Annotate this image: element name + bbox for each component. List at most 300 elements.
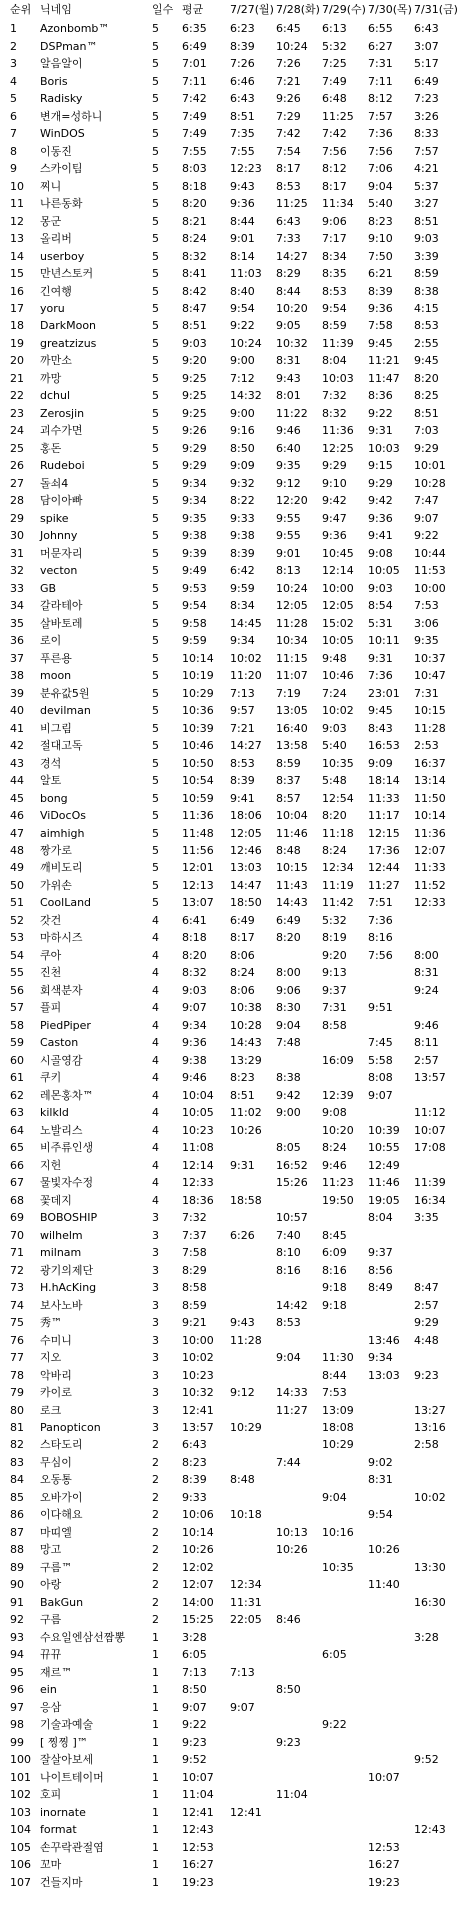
table-row: [0, 405, 462, 422]
value-cell: 8:51: [414, 214, 439, 228]
value-cell: [368, 1821, 414, 1838]
value-cell: 5: [152, 389, 159, 403]
value-cell: 5: [152, 878, 159, 892]
value-cell: 5: [152, 127, 159, 141]
value-cell: 9:10: [368, 232, 393, 246]
value-cell: 10:37: [414, 651, 446, 665]
value-cell: 11:48: [182, 826, 214, 840]
nickname-cell: 플피: [40, 1001, 62, 1015]
value-cell: 6:40: [276, 441, 301, 455]
value-cell: 12:05: [276, 599, 308, 613]
value-cell: 11:08: [182, 1141, 214, 1155]
value-cell: 9:33: [230, 511, 255, 525]
value-cell: 7:50: [368, 249, 393, 263]
value-cell: 4:15: [414, 301, 439, 315]
nickname-cell: H.hAcKing: [40, 1281, 97, 1295]
value-cell: 9:55: [276, 529, 301, 543]
rank-cell: 17: [10, 301, 24, 315]
value-cell: 5: [152, 511, 159, 525]
value-cell: 7:49: [182, 109, 207, 123]
value-cell: 12:13: [182, 878, 214, 892]
value-cell: 13:09: [322, 1403, 354, 1417]
rank-cell: 1: [10, 22, 17, 36]
value-cell: 2: [152, 1473, 159, 1487]
value-cell: [368, 1803, 414, 1820]
value-cell: 3: [152, 1316, 159, 1330]
value-cell: 6:05: [322, 1648, 347, 1662]
value-cell: 1: [152, 1840, 159, 1854]
value-cell: 8:54: [368, 599, 393, 613]
value-cell: 9:05: [276, 319, 301, 333]
table-row: [0, 1699, 462, 1716]
table-row: [0, 1401, 462, 1418]
nickname-cell: 물빛자수정: [40, 1176, 94, 1190]
value-cell: 2:57: [414, 1053, 439, 1067]
value-cell: 18:14: [368, 774, 400, 788]
value-cell: 8:24: [322, 844, 347, 857]
value-cell: 10:29: [322, 1438, 354, 1452]
value-cell: 13:30: [414, 1560, 446, 1574]
value-cell: [322, 1856, 368, 1873]
nickname-cell: Radisky: [40, 92, 83, 106]
table-row: [0, 1646, 462, 1663]
value-cell: 5: [152, 634, 159, 648]
value-cell: 3:27: [414, 197, 439, 211]
nickname-cell: 수요일엔삼선짬뽕: [40, 1630, 126, 1644]
value-cell: [230, 1524, 276, 1541]
value-cell: 9:04: [322, 1490, 347, 1504]
value-cell: [368, 1629, 414, 1646]
value-cell: 10:16: [322, 1525, 354, 1539]
rank-cell: 32: [10, 564, 24, 578]
value-cell: 8:01: [276, 389, 301, 403]
value-cell: [230, 1873, 276, 1890]
rank-cell: 49: [10, 861, 24, 875]
value-cell: 8:18: [182, 931, 207, 945]
nickname-cell: 절대고독: [40, 739, 83, 753]
value-cell: [230, 1821, 276, 1838]
table-row: [0, 719, 462, 736]
value-cell: 1: [152, 1875, 159, 1889]
value-cell: 5: [152, 92, 159, 106]
value-cell: 10:20: [276, 301, 308, 315]
value-cell: [368, 1594, 414, 1611]
value-cell: 5: [152, 844, 159, 857]
value-cell: 7:25: [322, 57, 347, 71]
value-cell: [276, 1331, 322, 1348]
value-cell: 12:14: [322, 564, 354, 578]
nickname-cell: 비그림: [40, 721, 72, 735]
value-cell: 9:07: [414, 511, 439, 525]
value-cell: 3: [152, 1351, 159, 1365]
value-cell: 12:46: [230, 844, 262, 857]
value-cell: 14:43: [230, 1036, 262, 1050]
table-row: [0, 649, 462, 666]
value-cell: 5: [152, 22, 159, 36]
nickname-cell: dchul: [40, 389, 71, 403]
value-cell: 8:32: [182, 249, 207, 263]
value-cell: 11:56: [182, 844, 214, 857]
value-cell: 11:25: [322, 109, 354, 123]
rank-cell: 39: [10, 686, 24, 700]
value-cell: 8:53: [414, 319, 439, 333]
value-cell: 16:30: [414, 1595, 446, 1609]
value-cell: 11:07: [276, 669, 308, 683]
value-cell: 8:12: [368, 92, 393, 106]
nickname-cell: 응삼: [40, 1700, 62, 1714]
value-cell: 2:58: [414, 1438, 439, 1452]
table-row: [0, 789, 462, 806]
table-row: [0, 632, 462, 649]
rank-cell: 33: [10, 581, 24, 595]
value-cell: 10:00: [322, 581, 354, 595]
table-row: [0, 1873, 462, 1890]
value-cell: 8:23: [230, 1071, 255, 1085]
value-cell: 10:26: [230, 1123, 262, 1137]
value-cell: 13:57: [182, 1420, 214, 1434]
value-cell: 12:25: [322, 441, 354, 455]
rank-cell: 98: [10, 1718, 24, 1732]
rank-cell: 80: [10, 1403, 24, 1417]
nickname-cell: 광기의제단: [40, 1263, 94, 1277]
nickname-cell: GB: [40, 581, 57, 595]
value-cell: 9:03: [368, 581, 393, 595]
value-cell: 7:35: [230, 127, 255, 141]
value-cell: 8:47: [414, 1281, 439, 1295]
value-cell: 10:50: [182, 756, 214, 770]
table-row: [0, 422, 462, 439]
value-cell: 9:20: [322, 948, 347, 962]
table-row: [0, 1838, 462, 1855]
value-cell: 5: [152, 756, 159, 770]
nickname-cell: 기술과예술: [40, 1718, 94, 1732]
nickname-cell: inornate: [40, 1805, 86, 1819]
value-cell: 7:58: [368, 319, 393, 333]
value-cell: 9:32: [230, 476, 255, 490]
value-cell: 6:23: [230, 22, 255, 36]
value-cell: 5: [152, 162, 159, 176]
value-cell: [322, 1471, 368, 1488]
value-cell: 7:21: [276, 74, 301, 88]
table-row: [0, 300, 462, 317]
value-cell: 10:11: [368, 634, 400, 648]
value-cell: [322, 1733, 368, 1750]
value-cell: [276, 1436, 322, 1453]
value-cell: 5: [152, 546, 159, 560]
value-cell: [322, 1803, 368, 1820]
value-cell: 9:07: [368, 1088, 393, 1102]
nickname-cell: 스타도리: [40, 1438, 83, 1452]
rank-cell: 88: [10, 1543, 24, 1557]
value-cell: 5: [152, 424, 159, 438]
value-cell: 11:43: [276, 878, 308, 892]
table-row: [0, 1524, 462, 1541]
table-row: [0, 177, 462, 194]
table-row: [0, 684, 462, 701]
value-cell: 8:51: [230, 109, 255, 123]
value-cell: 3: [152, 1298, 159, 1312]
rank-cell: 10: [10, 179, 24, 193]
value-cell: [414, 1156, 462, 1173]
value-cell: 15:25: [182, 1613, 214, 1627]
value-cell: 9:07: [182, 1001, 207, 1015]
value-cell: 5: [152, 791, 159, 805]
table-row: [0, 37, 462, 54]
nickname-cell: 찌니: [40, 179, 62, 193]
rank-cell: 79: [10, 1386, 24, 1400]
rank-cell: 7: [10, 127, 17, 141]
value-cell: 7:29: [276, 109, 301, 123]
table-row: [0, 580, 462, 597]
nickname-cell: DSPman™: [40, 39, 98, 53]
value-cell: 6:45: [276, 22, 301, 36]
value-cell: 4: [152, 1071, 159, 1085]
value-cell: 11:17: [368, 809, 400, 823]
value-cell: [414, 1576, 462, 1593]
table-row: [0, 440, 462, 457]
value-cell: 9:01: [230, 232, 255, 246]
value-cell: 8:44: [230, 214, 255, 228]
value-cell: [230, 1454, 276, 1471]
column-header: 7/30(목): [368, 3, 412, 16]
rank-cell: 12: [10, 214, 24, 228]
table-row: [0, 1576, 462, 1593]
value-cell: 1: [152, 1753, 159, 1767]
table-row: [0, 964, 462, 981]
rank-cell: 73: [10, 1281, 24, 1295]
value-cell: 9:34: [230, 634, 255, 648]
value-cell: [414, 1471, 462, 1488]
value-cell: 9:46: [182, 1071, 207, 1085]
nickname-cell: aimhigh: [40, 826, 85, 840]
value-cell: 7:11: [182, 74, 207, 88]
value-cell: 4: [152, 1018, 159, 1032]
value-cell: 8:44: [276, 284, 301, 298]
value-cell: 6:55: [368, 22, 393, 36]
value-cell: 9:18: [322, 1281, 347, 1295]
rank-cell: 86: [10, 1508, 24, 1522]
value-cell: 5: [152, 284, 159, 298]
rank-cell: 23: [10, 406, 24, 420]
value-cell: 13:57: [414, 1071, 446, 1085]
value-cell: [230, 1174, 276, 1191]
value-cell: 8:41: [182, 267, 207, 281]
table-body: [0, 20, 462, 1891]
nickname-cell: 악바리: [40, 1368, 72, 1382]
value-cell: 5:32: [322, 39, 347, 53]
table-row: [0, 1664, 462, 1681]
value-cell: 7:13: [182, 1665, 207, 1679]
value-cell: 3: [152, 1386, 159, 1400]
value-cell: 11:22: [276, 406, 308, 420]
value-cell: 8:16: [368, 931, 393, 945]
value-cell: 9:25: [182, 406, 207, 420]
value-cell: 8:17: [322, 179, 347, 193]
value-cell: 10:44: [414, 546, 446, 560]
value-cell: 2: [152, 1543, 159, 1557]
value-cell: 14:27: [230, 739, 262, 753]
table-row: [0, 142, 462, 159]
value-cell: 11:36: [182, 809, 214, 823]
value-cell: [414, 1733, 462, 1750]
value-cell: 3: [152, 1333, 159, 1347]
value-cell: 12:23: [230, 162, 262, 176]
value-cell: 5: [152, 599, 159, 613]
value-cell: 14:43: [276, 896, 308, 910]
value-cell: [414, 1716, 462, 1733]
value-cell: 8:45: [322, 1228, 347, 1242]
value-cell: 7:37: [182, 1228, 207, 1242]
value-cell: [414, 1856, 462, 1873]
value-cell: 8:21: [182, 214, 207, 228]
nickname-cell: 짱가로: [40, 844, 72, 857]
value-cell: 10:35: [322, 1560, 354, 1574]
value-cell: 10:24: [276, 39, 308, 53]
rank-cell: 5: [10, 92, 17, 106]
value-cell: [414, 1454, 462, 1471]
value-cell: [276, 1716, 322, 1733]
table-row: [0, 1261, 462, 1278]
value-cell: 8:39: [182, 1473, 207, 1487]
value-cell: 11:23: [322, 1176, 354, 1190]
value-cell: [414, 1261, 462, 1278]
value-cell: [368, 1419, 414, 1436]
value-cell: 6:35: [182, 22, 207, 36]
value-cell: 10:23: [182, 1368, 214, 1382]
value-cell: 9:12: [276, 476, 301, 490]
value-cell: 3:07: [414, 39, 439, 53]
rank-cell: 53: [10, 931, 24, 945]
value-cell: 9:36: [368, 301, 393, 315]
value-cell: 10:14: [182, 651, 214, 665]
rank-cell: 83: [10, 1455, 24, 1469]
value-cell: 7:03: [414, 424, 439, 438]
value-cell: 5: [152, 214, 159, 228]
rank-cell: 15: [10, 267, 24, 281]
value-cell: [276, 1366, 322, 1383]
value-cell: [322, 1034, 368, 1051]
table-row: [0, 317, 462, 334]
nickname-cell: wilhelm: [40, 1228, 83, 1242]
nickname-cell: 경석: [40, 756, 62, 770]
value-cell: [414, 912, 462, 929]
table-row: [0, 1104, 462, 1121]
nickname-cell: DarkMoon: [40, 319, 97, 333]
value-cell: 6:42: [230, 564, 255, 578]
value-cell: 10:55: [368, 1141, 400, 1155]
rank-cell: 50: [10, 878, 24, 892]
table-row: [0, 702, 462, 719]
table-row: [0, 212, 462, 229]
value-cell: 1: [152, 1858, 159, 1872]
value-cell: 2: [152, 1490, 159, 1504]
value-cell: 8:39: [230, 546, 255, 560]
value-cell: 9:45: [414, 354, 439, 368]
table-row: [0, 510, 462, 527]
table-row: [0, 545, 462, 562]
rank-cell: 91: [10, 1595, 24, 1609]
rank-cell: 104: [10, 1823, 31, 1837]
value-cell: 9:59: [182, 634, 207, 648]
rank-cell: 62: [10, 1088, 24, 1102]
nickname-cell: 살바토레: [40, 616, 83, 630]
value-cell: 9:07: [230, 1700, 255, 1714]
value-cell: 8:20: [182, 948, 207, 962]
value-cell: 7:12: [230, 371, 255, 385]
nickname-cell: ViDocOs: [40, 809, 86, 823]
value-cell: 5:32: [322, 913, 347, 927]
table-row: [0, 1803, 462, 1820]
value-cell: 5: [152, 459, 159, 473]
value-cell: 10:28: [230, 1018, 262, 1032]
value-cell: 5: [152, 564, 159, 578]
value-cell: 10:15: [414, 704, 446, 718]
value-cell: 4: [152, 913, 159, 927]
value-cell: 7:53: [414, 599, 439, 613]
nickname-cell: 로크: [40, 1403, 62, 1417]
value-cell: 12:39: [322, 1088, 354, 1102]
value-cell: 7:56: [368, 948, 393, 962]
value-cell: [276, 1838, 322, 1855]
rank-cell: 94: [10, 1648, 24, 1662]
nickname-cell: 알토: [40, 774, 62, 788]
rank-cell: 105: [10, 1840, 31, 1854]
value-cell: 13:05: [276, 704, 308, 718]
value-cell: 9:34: [182, 1018, 207, 1032]
value-cell: [368, 1296, 414, 1313]
value-cell: 11:33: [368, 791, 400, 805]
value-cell: 9:55: [276, 511, 301, 525]
value-cell: 9:42: [276, 1088, 301, 1102]
value-cell: [230, 1838, 276, 1855]
value-cell: 8:14: [230, 249, 255, 263]
value-cell: 7:45: [368, 1036, 393, 1050]
table-row: [0, 1139, 462, 1156]
value-cell: 9:34: [182, 494, 207, 508]
value-cell: 5: [152, 826, 159, 840]
value-cell: 19:05: [368, 1193, 400, 1207]
value-cell: [230, 1401, 276, 1418]
rank-cell: 51: [10, 896, 24, 910]
value-cell: 8:56: [368, 1263, 393, 1277]
value-cell: 8:46: [276, 1613, 301, 1627]
value-cell: [230, 1559, 276, 1576]
value-cell: 9:23: [182, 1735, 207, 1749]
value-cell: 7:19: [276, 686, 301, 700]
value-cell: 4: [152, 1088, 159, 1102]
rank-cell: 106: [10, 1858, 31, 1872]
value-cell: 10:04: [276, 809, 308, 823]
nickname-cell: 알음알이: [40, 57, 83, 71]
nickname-cell: 지오: [40, 1351, 62, 1365]
table-row: [0, 1087, 462, 1104]
value-cell: 9:54: [368, 1508, 393, 1522]
value-cell: [276, 1489, 322, 1506]
value-cell: 11:25: [276, 197, 308, 211]
rank-cell: 64: [10, 1123, 24, 1137]
value-cell: 11:21: [368, 354, 400, 368]
value-cell: 5: [152, 336, 159, 350]
value-cell: [276, 1664, 322, 1681]
value-cell: 17:36: [368, 844, 400, 857]
value-cell: 7:54: [276, 144, 301, 158]
value-cell: 8:43: [368, 721, 393, 735]
value-cell: 5: [152, 441, 159, 455]
value-cell: [322, 1821, 368, 1838]
nickname-cell: 이동진: [40, 144, 72, 158]
value-cell: 9:51: [368, 1001, 393, 1015]
rank-cell: 37: [10, 651, 24, 665]
